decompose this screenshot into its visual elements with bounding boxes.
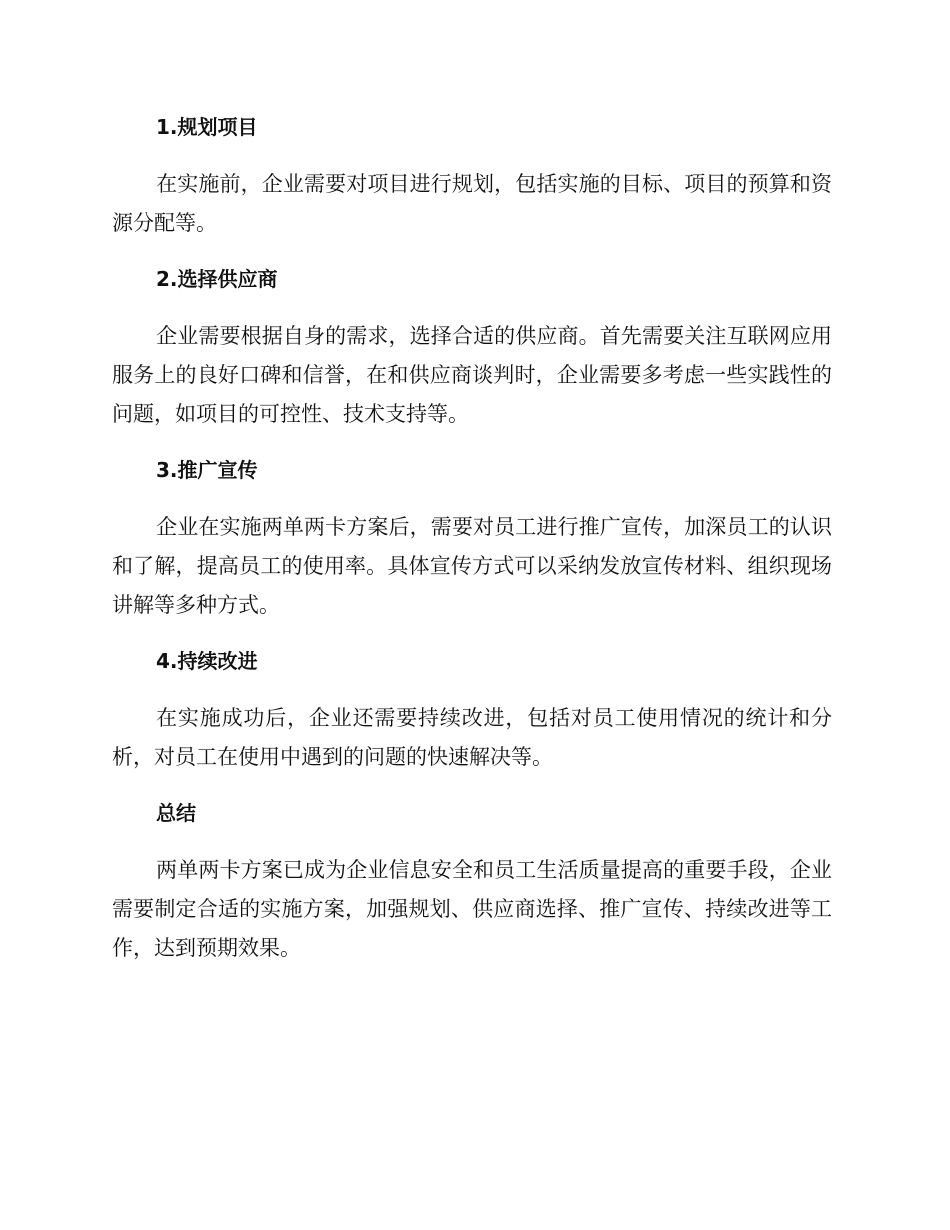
section-heading-supplier: 2.选择供应商 (156, 267, 278, 291)
paragraph-supplier: 企业需要根据自身的需求，选择合适的供应商。首先需要关注互联网应用服务上的良好口碑和信誉，在和供应商谈判时，企业需要多考虑一些实践性的问题，如项目的可控性、技术支持等。 (112, 324, 833, 426)
section-heading-summary: 总结 (156, 801, 196, 825)
section-heading-improvement: 4.持续改进 (156, 649, 258, 673)
paragraph-summary: 两单两卡方案已成为企业信息安全和员工生活质量提高的重要手段，企业需要制定合适的实施方案，加强规划、供应商选择、推广宣传、持续改进等工作，达到预期效果。 (112, 858, 833, 960)
paragraph-improvement: 在实施成功后，企业还需要持续改进，包括对员工使用情况的统计和分析，对员工在使用中遇到的问题的快速解决等。 (112, 706, 832, 769)
paragraph-planning: 在实施前，企业需要对项目进行规划，包括实施的目标、项目的预算和资源分配等。 (112, 172, 832, 235)
section-heading-planning: 1.规划项目 (156, 115, 258, 139)
section-heading-promotion: 3.推广宣传 (156, 458, 258, 482)
paragraph-promotion: 企业在实施两单两卡方案后，需要对员工进行推广宣传，加深员工的认识和了解，提高员工的使用率。具体宣传方式可以采纳发放宣传材料、组织现场讲解等多种方式。 (112, 515, 833, 617)
document-body (112, 108, 832, 968)
